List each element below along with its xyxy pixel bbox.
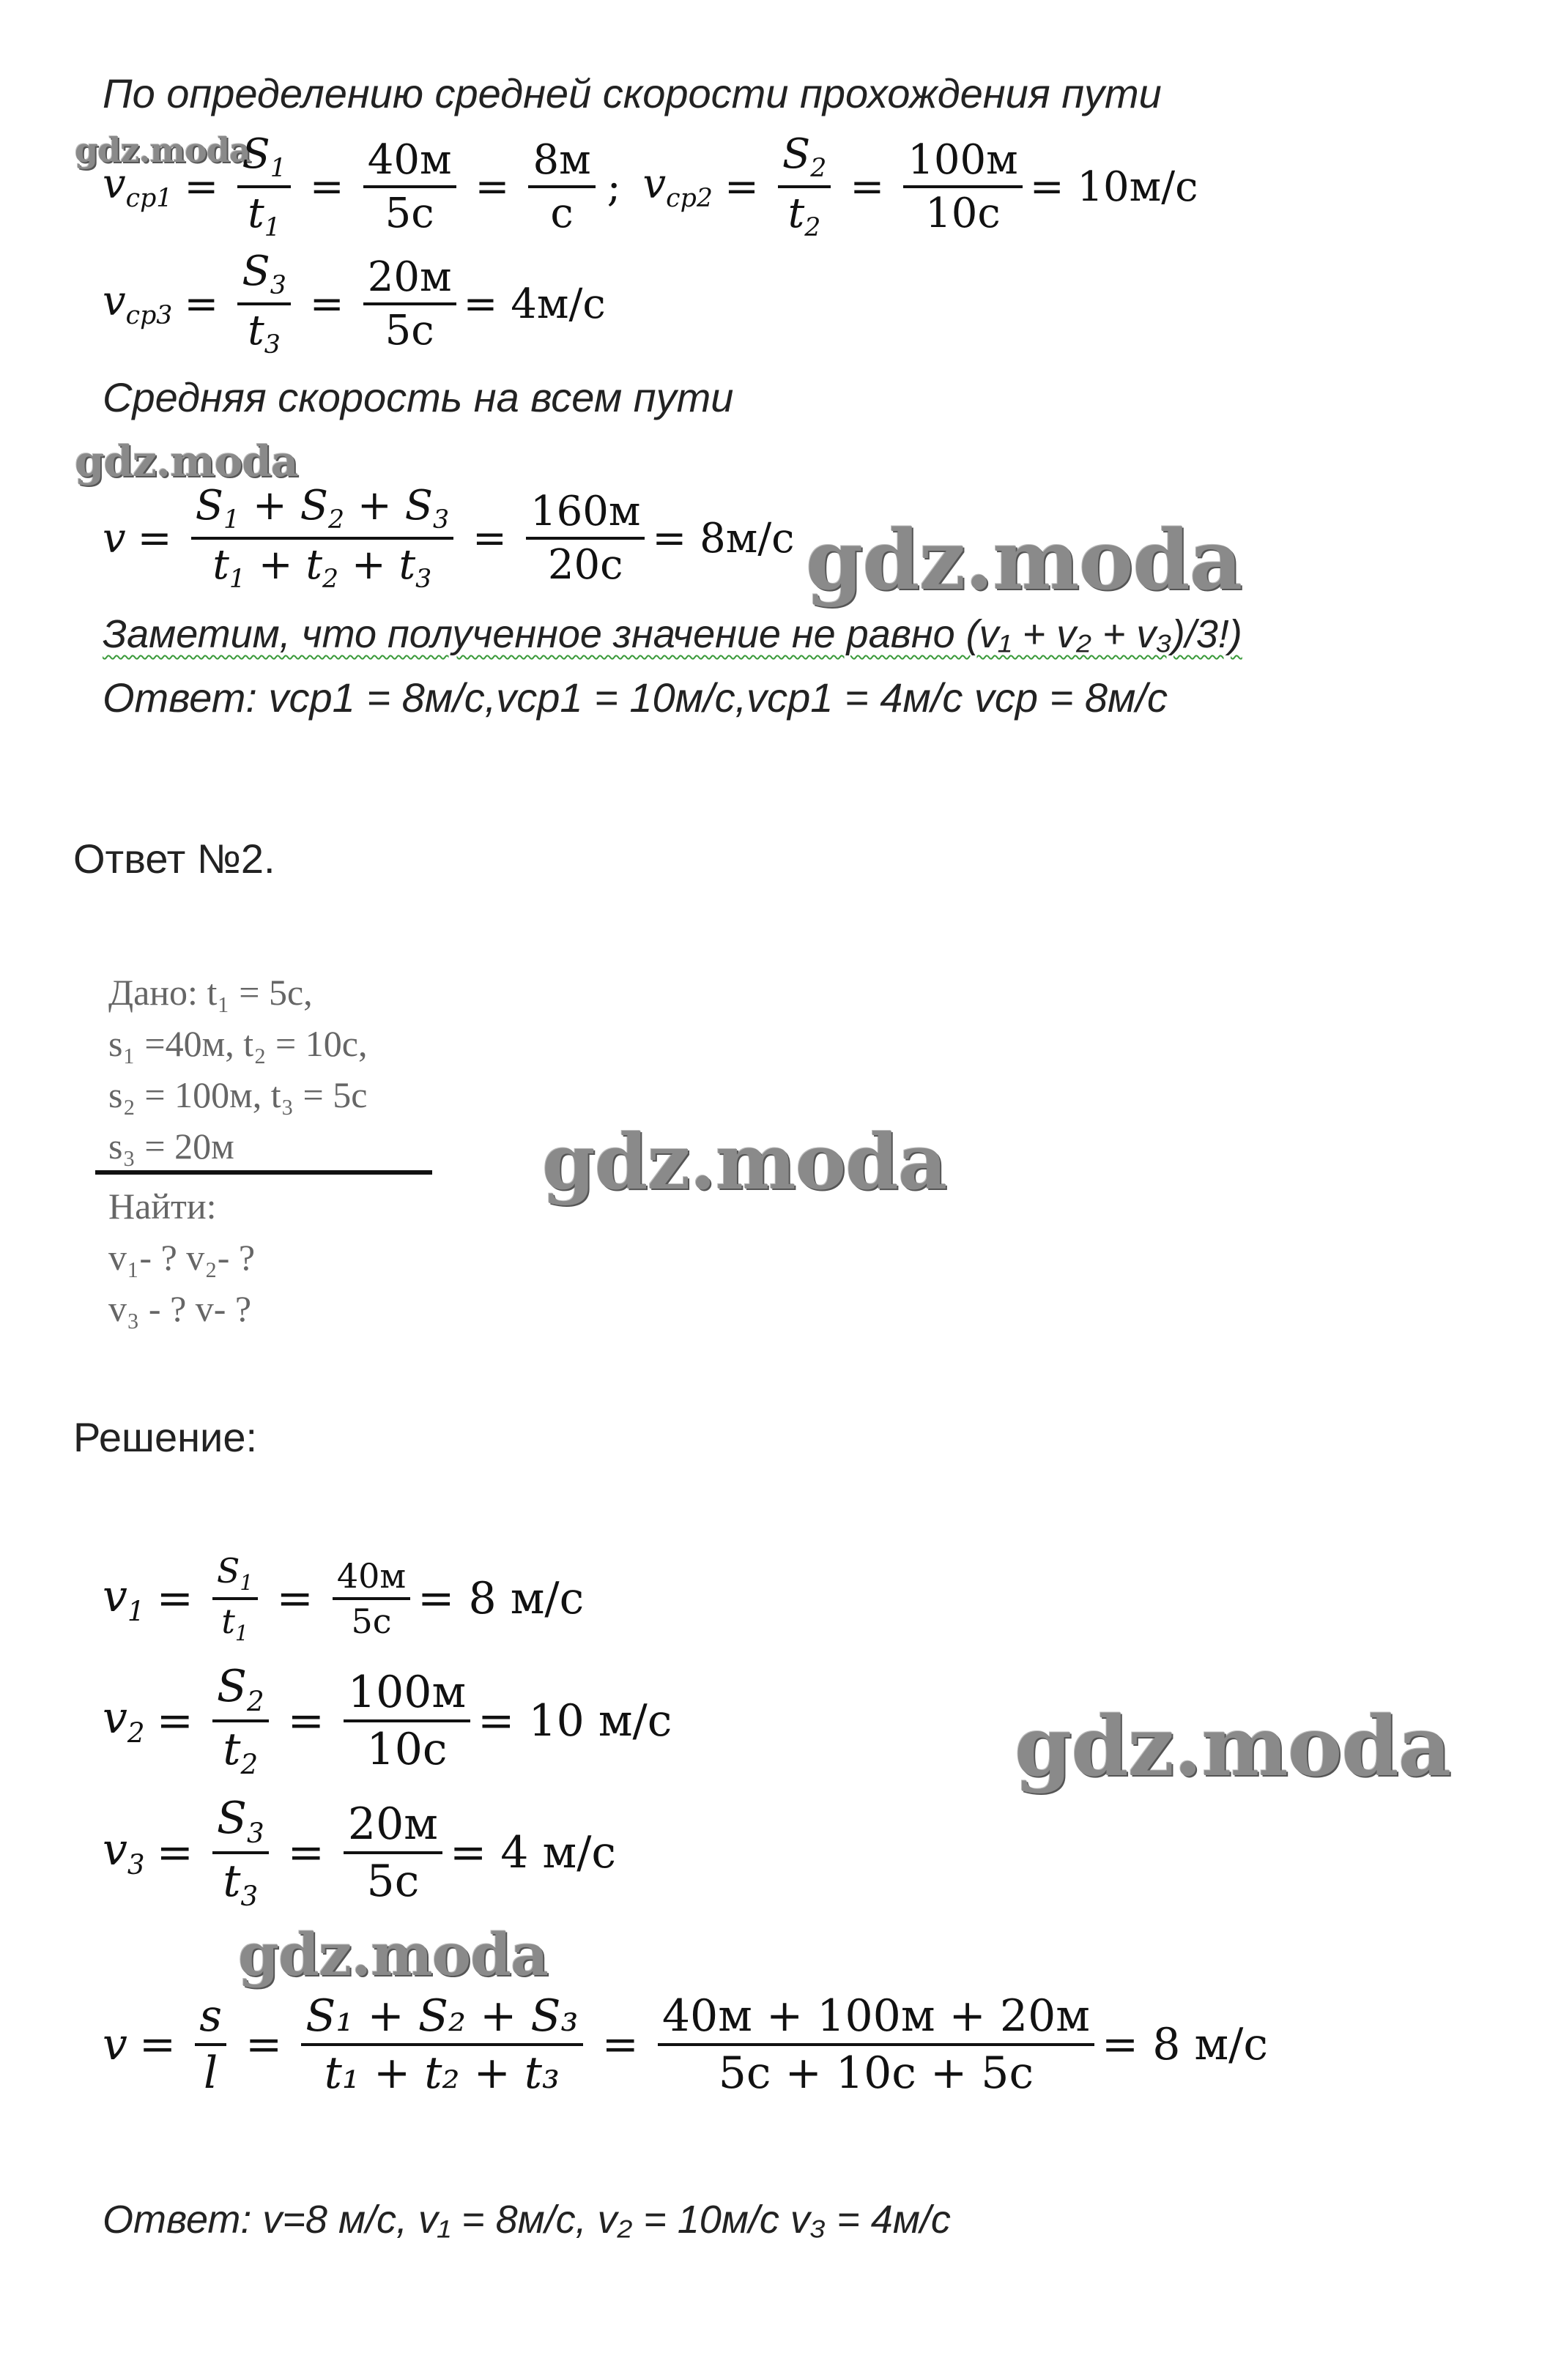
fraction-40m-5s-small: $\frac{40м}{5с}$ bbox=[333, 1558, 410, 1640]
watermark: gdz.moda bbox=[542, 1117, 947, 1207]
note-not-equal: Заметим, что полученное значение не равно (v₁ + v₂ + v₃)/3!) bbox=[103, 612, 1242, 656]
fraction-s2-t2: $\frac{S_2}{t_2}$ bbox=[778, 132, 831, 242]
fraction-8m-s: $\frac{8м}{с}$ bbox=[528, 138, 595, 237]
watermark: gdz.moda bbox=[75, 130, 251, 170]
equation-v2: $v_2$ = $\frac{S_2}{t_2}$ = $\frac{100м}{10с}$ = 10 м/с bbox=[103, 1661, 672, 1780]
v-cp1: $v_{ср1}$ bbox=[103, 160, 173, 214]
equation-v-total: v = $\frac{S_1 + S_2 + S_3}{t_1 + t_2 + t_3}$ = $\frac{160м}{20с}$ = 8м/с bbox=[103, 482, 795, 595]
find-line: v₃ - ? v- ? bbox=[108, 1288, 252, 1329]
given-line: s₃ = 20м bbox=[108, 1126, 234, 1167]
fraction-100m-10s: $\frac{100м}{10с}$ bbox=[903, 138, 1022, 237]
given-line: s₂ = 100м, t₃ = 5с bbox=[108, 1074, 368, 1115]
fraction-160m-20s: $\frac{160м}{20с}$ bbox=[526, 489, 645, 588]
watermark: gdz.moda bbox=[238, 1920, 548, 1989]
v-cp2: $v_{ср2}$ bbox=[642, 160, 713, 214]
given-line: s₁ =40м, t₂ = 10с, bbox=[108, 1023, 368, 1064]
answer-2-title: Ответ №2. bbox=[73, 836, 275, 882]
equation-v-cp3: $v_{ср3}$ = $\frac{S_3}{t_3}$ = $\frac{20м}{5с}$ = 4м/с bbox=[103, 248, 606, 360]
fraction-sum-s-sum-t: $\frac{S_1 + S_2 + S_3}{t_1 + t_2 + t_3}$ bbox=[191, 483, 453, 594]
solution-title: Решение: bbox=[73, 1414, 258, 1460]
answer-1: Ответ: vср1 = 8м/с,vср1 = 10м/с,vср1 = 4м/с vср = 8м/с bbox=[103, 674, 1168, 721]
fraction-20m-5s: $\frac{20м}{5с}$ bbox=[363, 255, 456, 354]
given-divider bbox=[95, 1170, 432, 1175]
equation-v1: $v_1$ = $\frac{S_1}{t_1}$ = $\frac{40м}{5с}$ = 8 м/с bbox=[103, 1551, 585, 1646]
watermark: gdz.moda bbox=[1015, 1699, 1451, 1795]
find-line: v₁- ? v₂- ? bbox=[108, 1237, 256, 1278]
given-line: Дано: t₁ = 5с, bbox=[108, 972, 313, 1013]
fraction-40m-5s: $\frac{40м}{5с}$ bbox=[363, 138, 456, 237]
watermark: gdz.moda bbox=[806, 513, 1242, 609]
heading-definition: По определению средней скорости прохождения пути bbox=[103, 70, 1162, 116]
equation-v3: $v_3$ = $\frac{S_3}{t_3}$ = $\frac{20м}{5с}$ = 4 м/с bbox=[103, 1793, 617, 1912]
final-answer: Ответ: v=8 м/с, v₁ = 8м/с, v₂ = 10м/с v₃ = 4м/с bbox=[103, 2198, 951, 2242]
given-block bbox=[108, 967, 367, 1172]
find-block bbox=[108, 1180, 255, 1334]
fraction-s1-t1: $\frac{S_1}{t_1}$ bbox=[237, 132, 290, 242]
fraction-s3-t3: $\frac{S_3}{t_3}$ bbox=[237, 249, 290, 360]
heading-average-speed: Средняя скорость на всем пути bbox=[103, 374, 734, 420]
fraction-s1-t1-small: $\frac{S_1}{t_1}$ bbox=[212, 1552, 258, 1645]
watermark: gdz.moda bbox=[75, 436, 298, 486]
equation-v-total-solution: v = $\frac{s}{l}$ = $\frac{\text{S₁ + S₂ + S₃}}{\text{t₁ + t₂ + t₃}}$ = $\frac{40м + 100м + 20м}{5с + 10с + 5с}$ = 8 м/с bbox=[103, 1990, 1269, 2099]
equation-v-cp1-cp2: $v_{ср1}$ = $\frac{S_1}{t_1}$ = $\frac{40м}{5с}$ = $\frac{8м}{с}$ ; $v_{ср2}$ = $\frac{S_2}{t_2}$ = $\frac{100м}{10с}$ = 10м/с bbox=[103, 130, 1198, 243]
find-label: Найти: bbox=[108, 1186, 217, 1227]
